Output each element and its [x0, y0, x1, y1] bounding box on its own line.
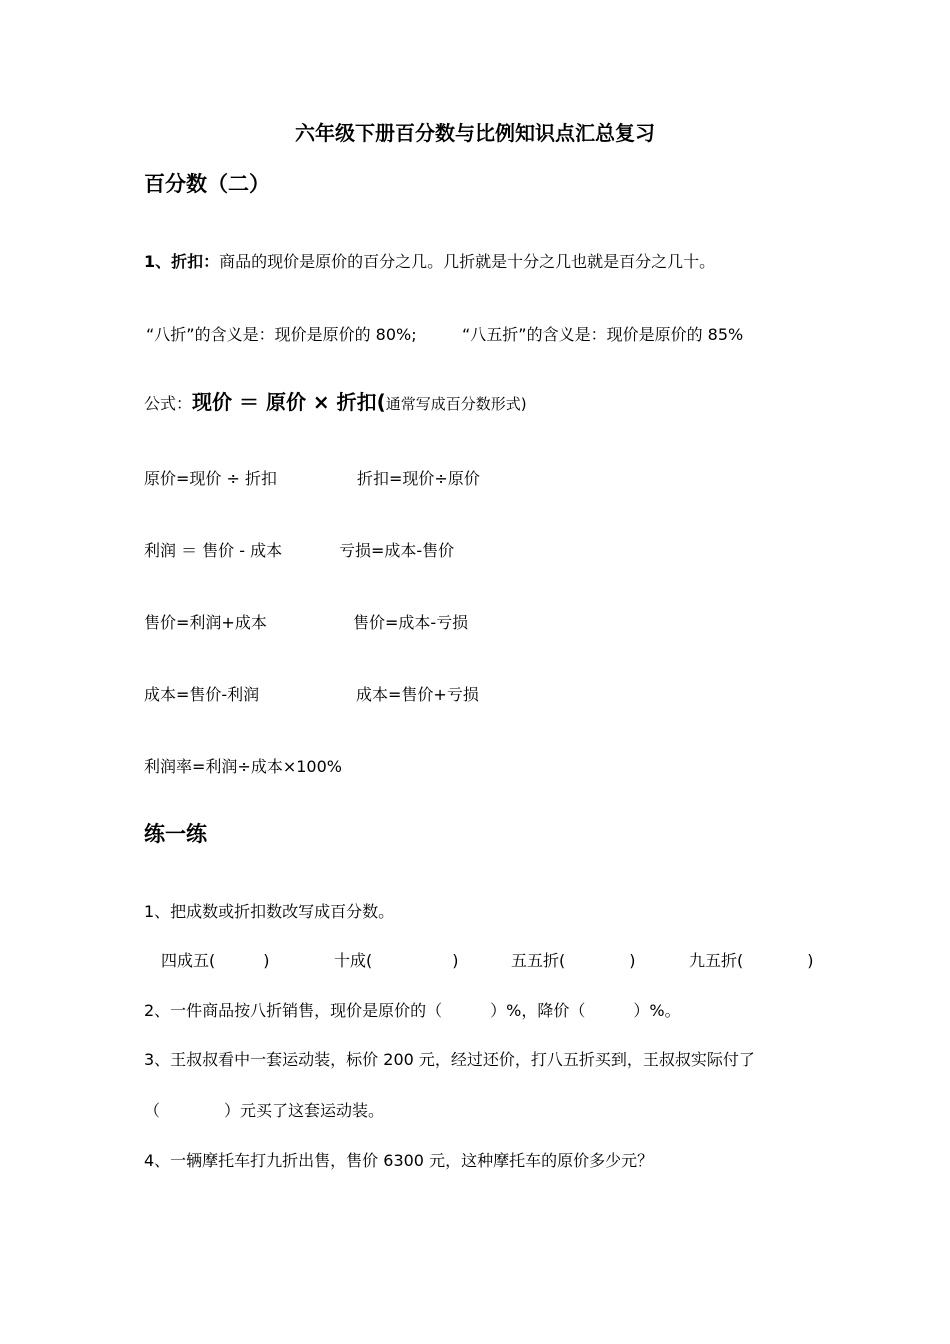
document-title: 六年级下册百分数与比例知识点汇总复习 — [295, 121, 655, 145]
formula-row-3-left: 售价=利润+成本 — [144, 613, 267, 632]
formula-row-1-left: 原价=现价 ÷ 折扣 — [144, 469, 277, 488]
q1-blank-2: 十成( ) — [334, 951, 459, 970]
formula-main: 现价 ＝ 原价 × 折扣( — [192, 390, 386, 414]
q1-blank-1: 四成五( ) — [161, 951, 270, 970]
question-3-line-2: （ ）元买了这套运动装。 — [144, 1101, 385, 1120]
q1-blank-4: 九五折( ) — [689, 951, 814, 970]
question-3-line-1: 3、王叔叔看中一套运动装，标价 200 元，经过还价，打八五折买到，王叔叔实际付了 — [144, 1050, 755, 1069]
q1-blank-3: 五五折( ) — [511, 951, 636, 970]
item-1-discount — [144, 249, 715, 272]
question-2: 2、一件商品按八折销售，现价是原价的（ ）%，降价（ ）%。 — [144, 1001, 681, 1020]
item-1-text: 商品的现价是原价的百分之几。几折就是十分之几也就是百分之几十。 — [219, 252, 716, 271]
formula-prefix: 公式： — [144, 394, 193, 413]
question-4: 4、一辆摩托车打九折出售，售价 6300 元，这种摩托车的原价多少元？ — [144, 1151, 654, 1170]
meaning-left: “八折”的含义是：现价是原价的 80%; — [146, 325, 417, 344]
formula-line — [144, 386, 527, 415]
formula-row-2-right: 亏损=成本-售价 — [339, 541, 455, 560]
meaning-right: “八五折”的含义是：现价是原价的 85% — [462, 325, 744, 344]
formula-row-2-left: 利润 ＝ 售价 - 成本 — [144, 541, 283, 560]
formula-note: 通常写成百分数形式) — [385, 395, 527, 413]
formula-row-4-left: 成本=售价-利润 — [144, 685, 260, 704]
formula-row-1-right: 折扣=现价÷原价 — [357, 469, 480, 488]
section-heading: 百分数（二） — [144, 172, 270, 196]
profit-rate-formula: 利润率=利润÷成本×100% — [144, 757, 342, 776]
formula-row-4-right: 成本=售价+亏损 — [356, 685, 479, 704]
question-1: 1、把成数或折扣数改写成百分数。 — [144, 902, 395, 921]
formula-row-3-right: 售价=成本-亏损 — [353, 613, 469, 632]
practice-heading: 练一练 — [144, 822, 207, 846]
item-1-label: 1、折扣： — [144, 252, 220, 271]
